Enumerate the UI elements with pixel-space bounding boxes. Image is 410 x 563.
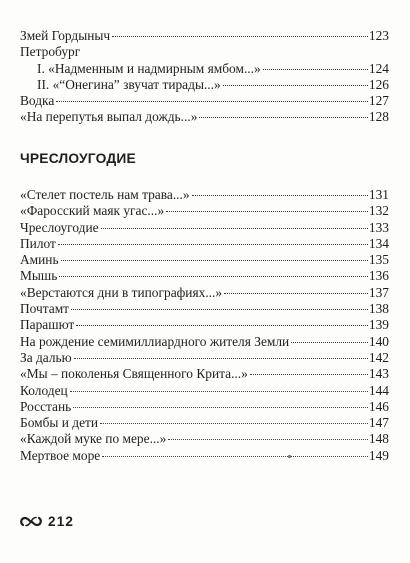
dot-leader <box>291 342 368 343</box>
toc-row <box>20 187 389 203</box>
toc-row <box>20 252 389 268</box>
toc-page: 144 <box>368 382 389 398</box>
toc-section <box>20 187 389 464</box>
toc-page: 127 <box>368 93 389 109</box>
dot-leader <box>168 439 368 440</box>
toc-title: Змей Гордыныч <box>20 28 111 43</box>
dot-leader <box>73 407 368 408</box>
dot-leader <box>263 69 368 70</box>
toc-row <box>20 301 389 317</box>
toc-row <box>20 448 389 464</box>
toc-title: На рождение семимиллиардного жителя Земли <box>20 333 290 349</box>
toc-title: Бомбы и дети <box>20 415 99 431</box>
dot-leader <box>70 391 368 392</box>
toc-page: 132 <box>368 203 389 219</box>
toc-page: 128 <box>368 109 389 125</box>
toc-page: 140 <box>368 333 389 349</box>
toc-row <box>20 268 389 284</box>
toc-title: «Фаросский маяк угас...» <box>20 203 165 219</box>
toc-title: Петробург <box>20 44 81 60</box>
toc-row <box>20 203 389 219</box>
toc-page: 146 <box>368 398 389 414</box>
dot-leader <box>61 260 368 261</box>
dot-leader <box>56 101 368 102</box>
toc-title: Водка <box>20 93 55 109</box>
toc-title: Колодец <box>20 382 68 398</box>
dot-leader <box>101 228 368 229</box>
ornament-icon <box>20 515 42 528</box>
speck-mark-icon <box>287 454 292 459</box>
toc-page: 142 <box>368 349 389 365</box>
toc-page: 147 <box>368 415 389 431</box>
dot-leader <box>74 358 368 359</box>
toc-title: Мышь <box>20 268 58 284</box>
dot-leader <box>100 423 368 424</box>
toc-title: Пилот <box>20 235 56 251</box>
toc-page: 135 <box>368 252 389 268</box>
toc-title: Мертвое море <box>20 447 101 463</box>
dot-leader <box>223 85 368 86</box>
toc-title: «Стелет постель нам трава...» <box>20 187 190 202</box>
toc-row <box>20 220 389 236</box>
toc-title: За далью <box>20 349 72 365</box>
dot-leader <box>76 325 368 326</box>
toc-row <box>20 93 389 109</box>
section-heading: ЧРЕСЛОУГОДИЕ <box>20 151 136 166</box>
dot-leader <box>58 244 368 245</box>
toc-row <box>20 44 389 60</box>
toc-row <box>20 28 389 44</box>
dot-leader <box>250 374 368 375</box>
toc-title: «Верстаются дни в типографиях...» <box>20 284 223 300</box>
toc-page: 148 <box>368 431 389 447</box>
toc-page: 149 <box>368 447 389 463</box>
dot-leader <box>166 211 368 212</box>
toc-row <box>20 334 389 350</box>
toc-title: Чреслоугодие <box>20 219 99 235</box>
toc-page: 137 <box>368 284 389 300</box>
toc-row <box>20 383 389 399</box>
toc-title: II. «“Онегина” звучат тирады...» <box>37 76 221 92</box>
dot-leader <box>102 456 368 457</box>
toc-row <box>20 61 389 77</box>
toc-title: Аминь <box>20 252 59 268</box>
toc-page: 133 <box>368 219 389 235</box>
toc-title: «Мы – поколенья Священного Крита...» <box>20 366 248 382</box>
dot-leader <box>199 117 368 118</box>
dot-leader <box>59 276 368 277</box>
toc-row <box>20 317 389 333</box>
toc-row <box>20 350 389 366</box>
dot-leader <box>71 309 368 310</box>
toc-row <box>20 431 389 447</box>
toc-title: I. «Надменным и надмирным ямбом...» <box>37 60 261 76</box>
toc-page: 126 <box>368 76 389 92</box>
toc-page: 123 <box>368 28 389 43</box>
page-number: 212 <box>48 514 75 529</box>
toc-row <box>20 236 389 252</box>
toc-row <box>20 366 389 382</box>
toc-page: 136 <box>368 268 389 284</box>
toc-title: «Каждой муке по мере...» <box>20 431 167 447</box>
toc-title: Росстань <box>20 398 72 414</box>
toc-row <box>20 109 389 125</box>
toc-row <box>20 415 389 431</box>
toc-top <box>20 28 389 126</box>
toc-title: «На перепутья выпал дождь...» <box>20 109 198 125</box>
toc-page: 139 <box>368 317 389 333</box>
toc-row <box>20 285 389 301</box>
toc-page: 131 <box>368 187 389 202</box>
toc-row <box>20 77 389 93</box>
page-folio <box>20 514 74 529</box>
toc-title: Почтамт <box>20 301 70 317</box>
toc-page: 138 <box>368 301 389 317</box>
dot-leader <box>224 293 368 294</box>
toc-page: 143 <box>368 366 389 382</box>
dot-leader <box>112 36 368 37</box>
dot-leader <box>192 195 368 196</box>
toc-row <box>20 399 389 415</box>
toc-page: 124 <box>368 60 389 76</box>
toc-title: Парашют <box>20 317 75 333</box>
toc-page: 134 <box>368 235 389 251</box>
